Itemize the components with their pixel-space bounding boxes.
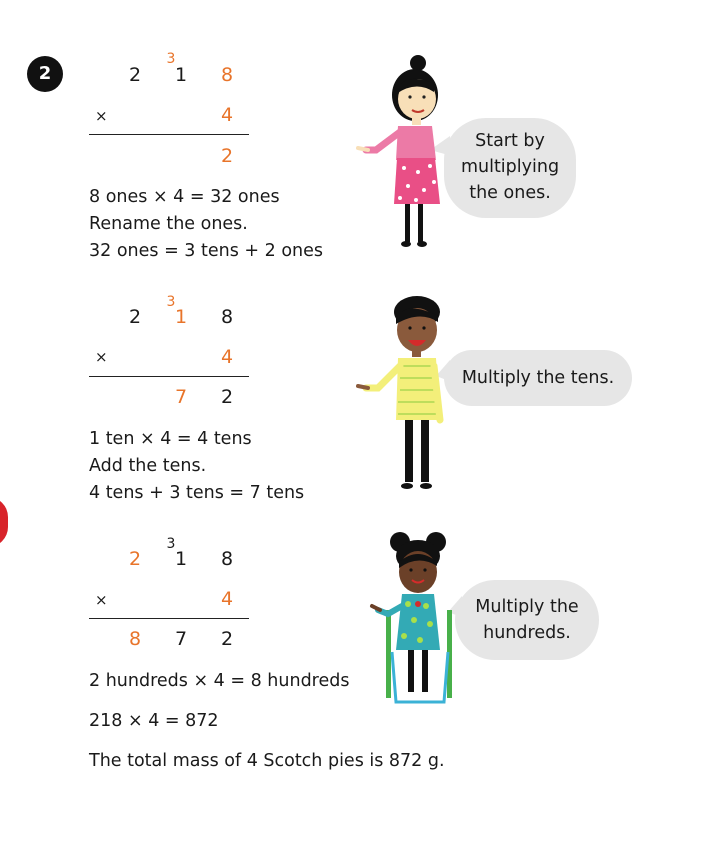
multiply-sign: ×: [95, 591, 108, 609]
digit-tens: 1: [174, 306, 188, 328]
conclusion: The total mass of 4 Scotch pies is 872 g.: [89, 751, 445, 771]
digit-tens: 1: [174, 548, 188, 570]
digit-hundreds: 2: [128, 548, 142, 570]
carry-digit: 3: [166, 536, 176, 552]
result-tens: 7: [174, 386, 188, 408]
step1-line-2: Rename the ones.: [89, 214, 248, 234]
multiply-sign: ×: [95, 348, 108, 366]
multiplier-digit: 4: [220, 588, 234, 610]
digit-hundreds: 2: [128, 64, 142, 86]
bubble-1-line-2: multiplying: [460, 157, 560, 177]
bubble-1-line-1: Start by: [475, 131, 545, 151]
digit-ones: 8: [220, 306, 234, 328]
result-ones: 2: [220, 628, 234, 650]
result-tens: 7: [174, 628, 188, 650]
step2-line-3: 4 tens + 3 tens = 7 tens: [89, 483, 305, 503]
carry-digit: 3: [166, 294, 176, 310]
digit-ones: 8: [220, 64, 234, 86]
result-ones: 2: [220, 386, 234, 408]
step3-line-1: 2 hundreds × 4 = 8 hundreds: [89, 671, 350, 691]
multiplier-digit: 4: [220, 346, 234, 368]
multiplier-digit: 4: [220, 104, 234, 126]
digit-ones: 8: [220, 548, 234, 570]
digit-tens: 1: [174, 64, 188, 86]
step2-line-2: Add the tens.: [89, 456, 207, 476]
question-number-badge: 2: [27, 56, 63, 92]
result-ones: 2: [220, 145, 234, 167]
bubble-3-line-2: hundreds.: [483, 623, 571, 643]
result-hundreds: 8: [128, 628, 142, 650]
digit-hundreds: 2: [128, 306, 142, 328]
multiply-sign: ×: [95, 107, 108, 125]
bubble-1-line-3: the ones.: [469, 183, 551, 203]
equation: 218 × 4 = 872: [89, 711, 219, 731]
bubble-3-line-1: Multiply the: [475, 597, 579, 617]
bubble-2-line-1: Multiply the tens.: [461, 368, 615, 388]
step2-line-1: 1 ten × 4 = 4 tens: [89, 429, 252, 449]
step1-line-1: 8 ones × 4 = 32 ones: [89, 187, 280, 207]
carry-digit: 3: [166, 51, 176, 67]
step1-line-3: 32 ones = 3 tens + 2 ones: [89, 241, 324, 261]
